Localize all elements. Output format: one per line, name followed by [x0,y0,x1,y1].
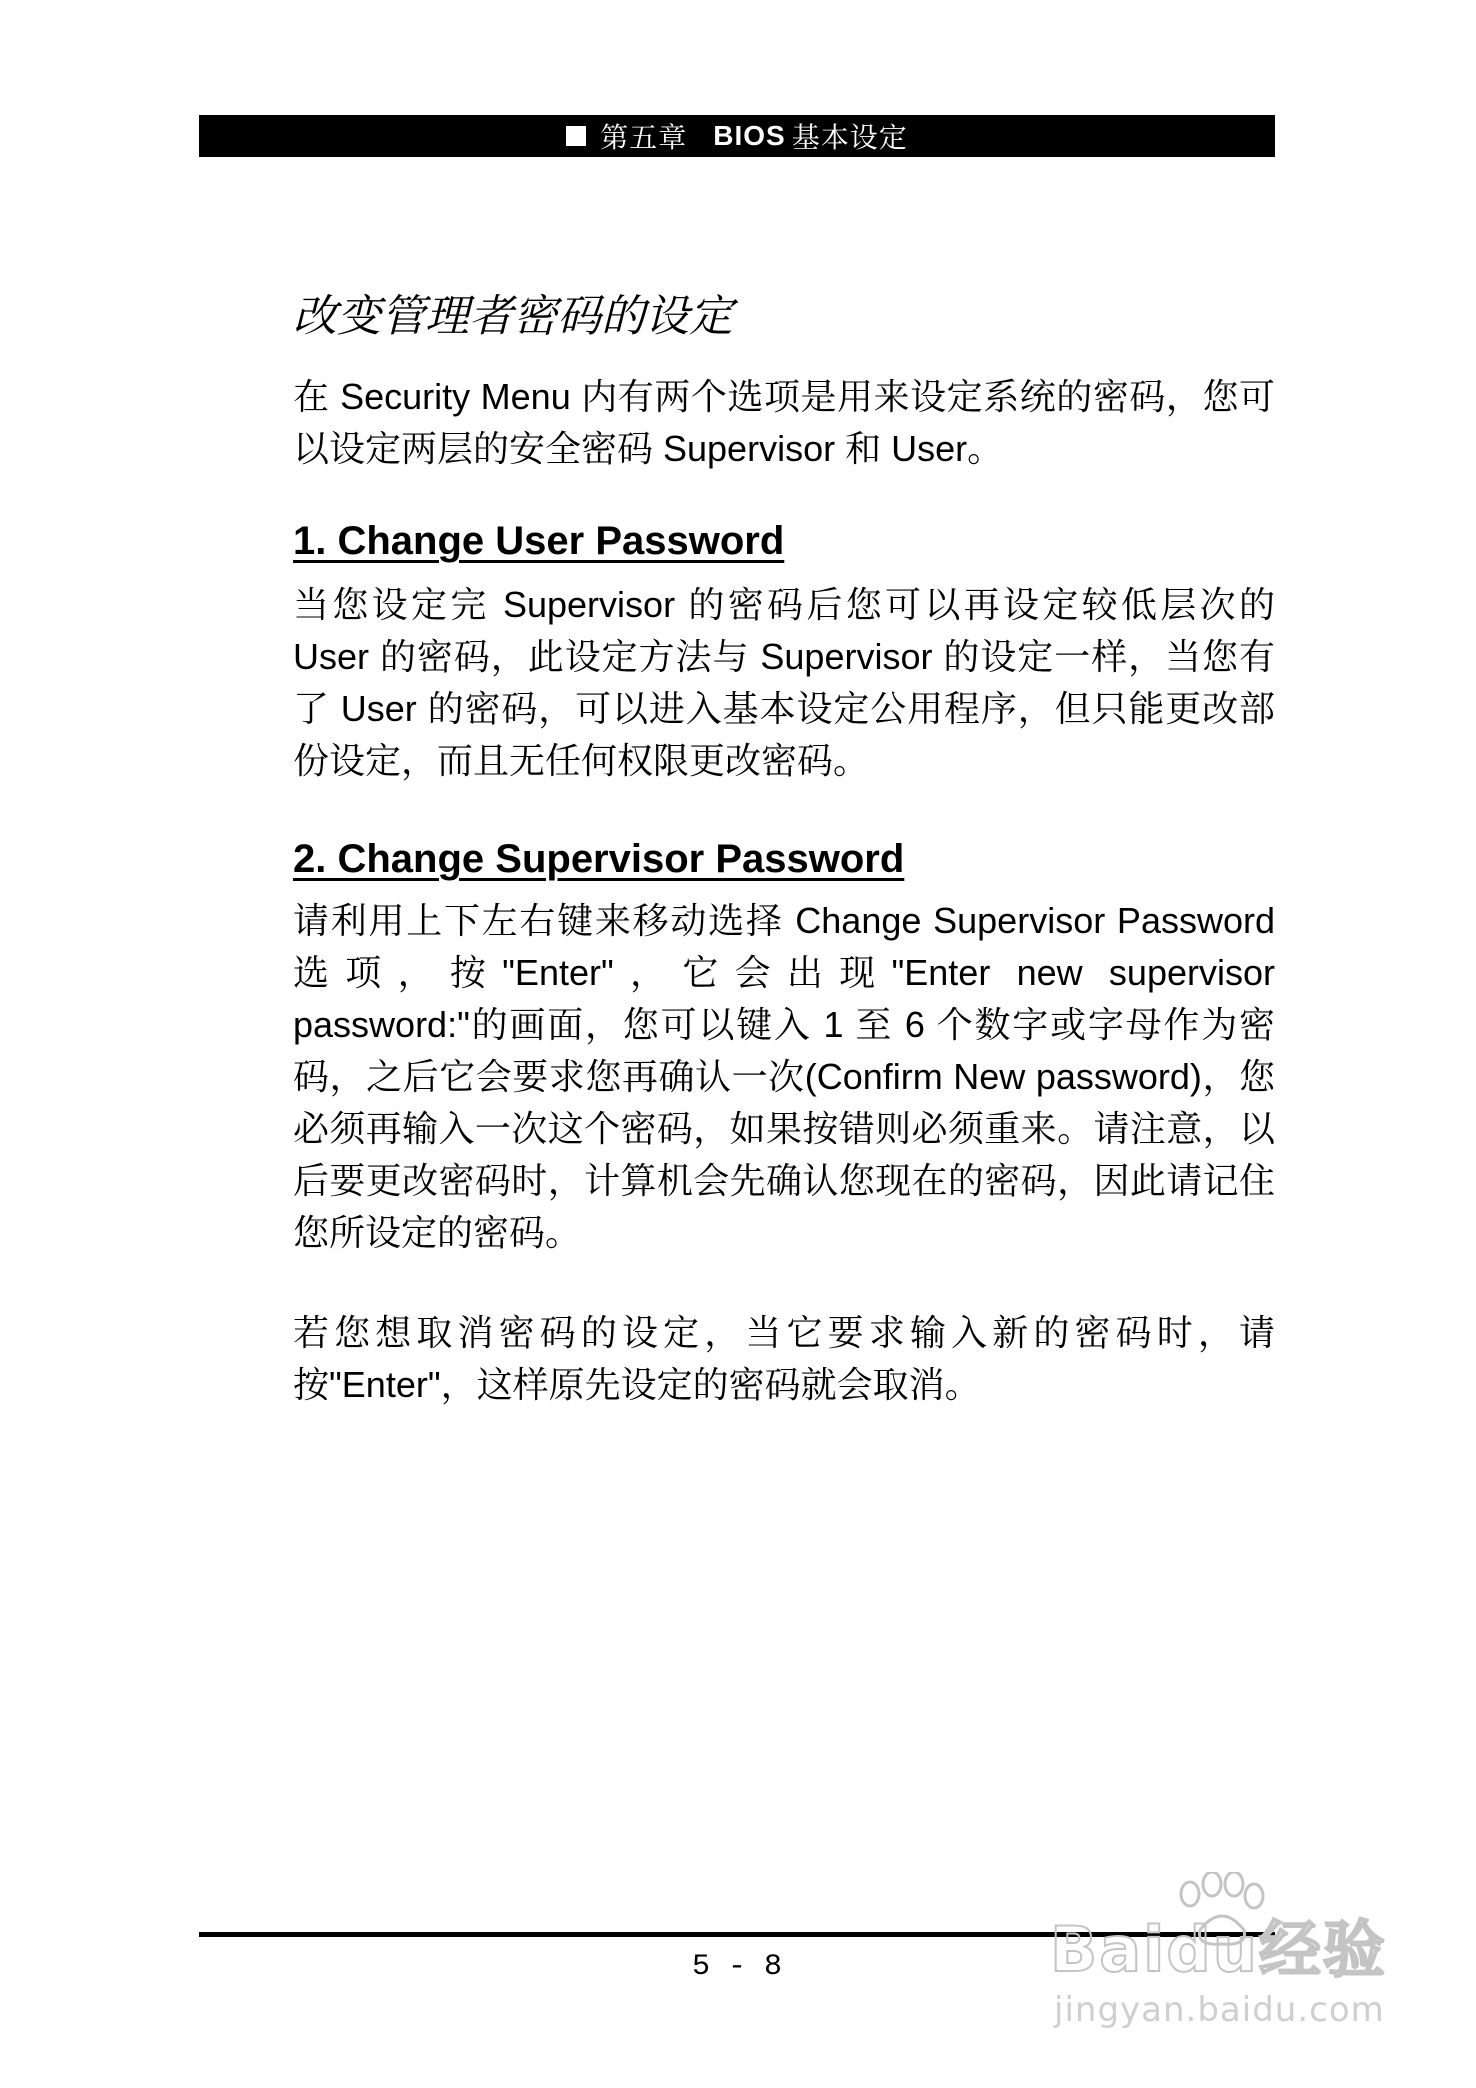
heading-change-user-password: 1. Change User Password [293,519,785,563]
paragraph-change-supervisor-password: 请利用上下左右键来移动选择 Change Supervisor Password 选项，按"Enter"，它会出现"Enter new supervisor password:"的画面，您可以键入 1 至 6 个数字或字母作为密码，之后它会要求您再确认一次(Confirm New password)，您必须再输入一次这个密码，如果按错则必须重来。请注意，以后要更改密码时，计算机会先确认您现在的密码，因此请记住您所设定的密码。 [293,900,1275,1253]
chapter-topic: 基本设定 [791,122,908,153]
page-number: 5 - 8 [691,1950,782,1984]
section-title: 改变管理者密码的设定 [293,291,733,342]
paragraph-change-user-password: 当您设定完 Supervisor 的密码后您可以再设定较低层次的 User 的密码，此设定方法与 Supervisor 的设定一样，当您有了 User 的密码，可以进入基本设定公用程序，但只能更改部份设定，而且无任何权限更改密码。 [293,584,1275,781]
watermark-domain: jingyan.baidu.com [1054,1990,1385,2030]
closing-paragraph: 若您想取消密码的设定，当它要求输入新的密码时，请按"Enter"，这样原先设定的密码就会取消。 [293,1312,1275,1405]
chapter-header [199,115,1275,157]
footer-rule [199,1932,1275,1937]
watermark-brand: Baidu经验 [1050,1913,1387,1986]
heading-change-supervisor-password: 2. Change Supervisor Password [293,837,905,881]
intro-paragraph: 在 Security Menu 内有两个选项是用来设定系统的密码，您可以设定两层的安全密码 Supervisor 和 User。 [293,376,1275,469]
paw-icon [1160,1872,1280,1952]
chapter-bios: BIOS [713,120,786,151]
square-bullet-icon [566,126,586,146]
chapter-number: 第五章 [600,122,688,153]
page-content [293,285,1275,1411]
